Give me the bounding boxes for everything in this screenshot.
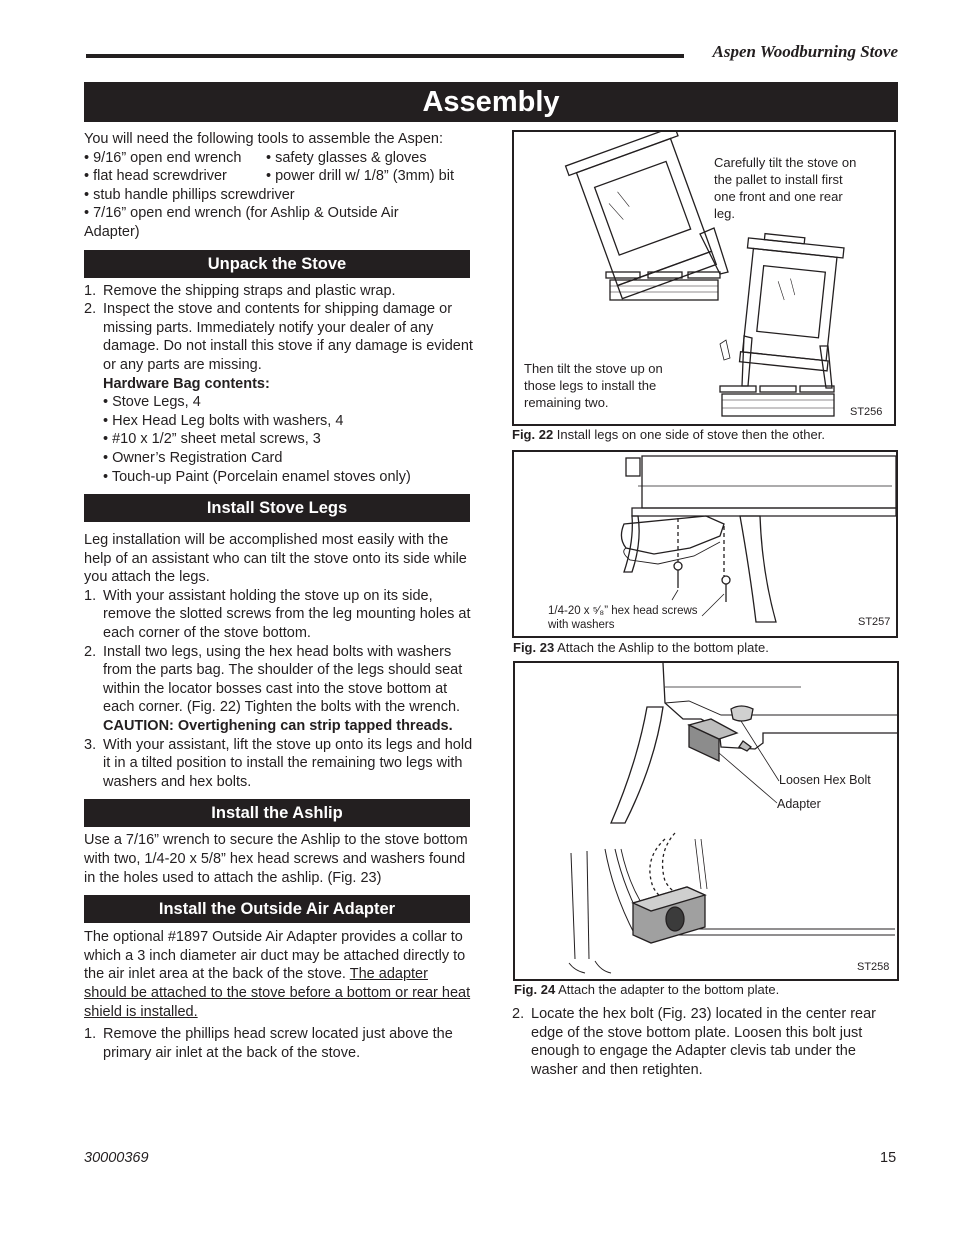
list-text: With your assistant, lift the stove up onto its legs and hold it in a tilted position to install the remaining two legs with washers and hex bolts. (103, 736, 473, 790)
list-number: 1. (84, 1026, 97, 1043)
caution-text: CAUTION: Overtighening can strip tapped threads. (103, 718, 453, 735)
figure-22-note-bottom: Then tilt the stove up on those legs to install the remaining two. (524, 361, 663, 410)
tool-item: • 9/16” open end wrench (84, 149, 242, 166)
footer-doc-number: 30000369 (84, 1150, 149, 1166)
list-text: Remove the shipping straps and plastic wrap. (103, 282, 396, 299)
list-item (84, 1025, 474, 1062)
figure-24 (513, 661, 899, 981)
figure-23-code: ST257 (858, 616, 891, 628)
list-item (84, 643, 474, 736)
list-item (84, 736, 474, 792)
hardware-item: • Owner’s Registration Card (103, 449, 283, 466)
tool-item: • power drill w/ 1/8” (3mm) bit (266, 168, 454, 185)
figure-24-caption (514, 982, 779, 997)
hardware-item: • Hex Head Leg bolts with washers, 4 (103, 412, 344, 429)
tool-item: • stub handle phillips screwdriver (84, 186, 295, 203)
list-item (512, 1005, 892, 1079)
list-item (84, 300, 474, 374)
list-number: 3. (84, 736, 97, 753)
figure-23-note: 1/4-20 x ⁵⁄₈” hex head screws with washers (548, 605, 698, 631)
list-number: 1. (84, 282, 97, 299)
hardware-heading: Hardware Bag contents: (103, 375, 270, 392)
list-text (103, 643, 474, 736)
header-rule (86, 54, 684, 58)
list-number: 2. (84, 643, 97, 660)
section-heading-outside-air: Install the Outside Air Adapter (84, 895, 470, 923)
page-title: Assembly (84, 82, 898, 122)
tool-item: • safety glasses & gloves (266, 149, 427, 166)
figure-24-code: ST258 (857, 961, 890, 973)
figure-23-caption (513, 640, 769, 655)
list-number: 1. (84, 587, 97, 604)
tools-row-1 (84, 149, 474, 168)
left-column (84, 130, 474, 1062)
figure-23-caption-text: Attach the Ashlip to the bottom plate. (554, 640, 769, 655)
hardware-item: • Touch-up Paint (Porcelain enamel stoves only) (103, 468, 411, 485)
figure-23 (512, 450, 898, 638)
list-text-part: Install two legs, using the hex head bolts with washers from the parts bag. The shoulder of the legs should seat within the locator bosses cast into the stove bottom at each corner. (Fig. 22) Tighten the bolts with the wrench. (103, 643, 463, 716)
outside-air-text-part: The optional #1897 Outside Air Adapter provides a collar to which a 3 inch diameter air duct may be attached directly to the air inlet area at the back of the stove. (84, 929, 466, 983)
tool-item: • flat head screwdriver (84, 168, 227, 185)
figure-23-label: Fig. 23 (513, 640, 555, 655)
figure-24-illustration (515, 663, 897, 979)
header-title: Aspen Woodburning Stove (712, 42, 898, 61)
tools-intro: You will need the following tools to assemble the Aspen: (84, 131, 443, 147)
list-number: 2. (84, 301, 97, 318)
section-heading-ashlip: Install the Ashlip (84, 799, 470, 827)
footer-page-number: 15 (880, 1150, 897, 1166)
ashlip-text: Use a 7/16” wrench to secure the Ashlip to the stove bottom with two, 1/4-20 x 5/8” hex head screws and washers found in the holes used to attach the ashlip. (Fig. 23) (84, 832, 468, 886)
outside-air-text (84, 928, 474, 1021)
figure-24-caption-text: Attach the adapter to the bottom plate. (555, 982, 780, 997)
figure-22-code: ST256 (850, 406, 883, 418)
figure-22 (512, 130, 896, 426)
list-text: Inspect the stove and contents for shipping damage or missing parts. Immediately notify your dealer of any damage. Do not install this stove if any damage is evident or any parts are missing. (103, 301, 473, 373)
list-text: Remove the phillips head screw located just above the primary air inlet at the back of the stove. (103, 1026, 453, 1061)
figure-22-note-top: Carefully tilt the stove on the pallet to install first one front and one rear leg. (714, 155, 857, 221)
hardware-item: • #10 x 1/2” sheet metal screws, 3 (103, 431, 321, 448)
legs-intro: Leg installation will be accomplished most easily with the help of an assistant who can tilt the stove onto its side while you attach the legs. (84, 532, 467, 586)
list-number: 2. (512, 1006, 525, 1022)
tools-row-2 (84, 167, 474, 186)
figure-24-label-hex-bolt: Loosen Hex Bolt (779, 773, 871, 787)
list-item (84, 587, 474, 643)
figure-22-caption (512, 427, 825, 442)
figure-24-label-adapter: Adapter (777, 797, 821, 811)
figure-22-label: Fig. 22 (512, 427, 554, 442)
hardware-item: • Stove Legs, 4 (103, 394, 201, 411)
list-text: With your assistant holding the stove up on its side, remove the slotted screws from the leg mounting holes at each corner of the stove bottom. (103, 587, 471, 642)
list-item (84, 282, 474, 301)
tool-item: • 7/16” open end wrench (for Ashlip & Outside Air Adapter) (84, 205, 399, 240)
right-column-text (512, 1005, 892, 1079)
section-heading-unpack: Unpack the Stove (84, 250, 470, 278)
section-heading-legs: Install Stove Legs (84, 494, 470, 522)
outside-air-warning: The adapter should be attached to the stove before a bottom or rear heat shield is installed. (84, 966, 471, 1020)
list-text: Locate the hex bolt (Fig. 23) located in the center rear edge of the stove bottom plate. Loosen this bolt just enough to engage the Adapter clevis tab under the washer and then retighten. (531, 1006, 876, 1078)
figure-24-label: Fig. 24 (514, 982, 556, 997)
figure-22-caption-text: Install legs on one side of stove then the other. (553, 427, 825, 442)
